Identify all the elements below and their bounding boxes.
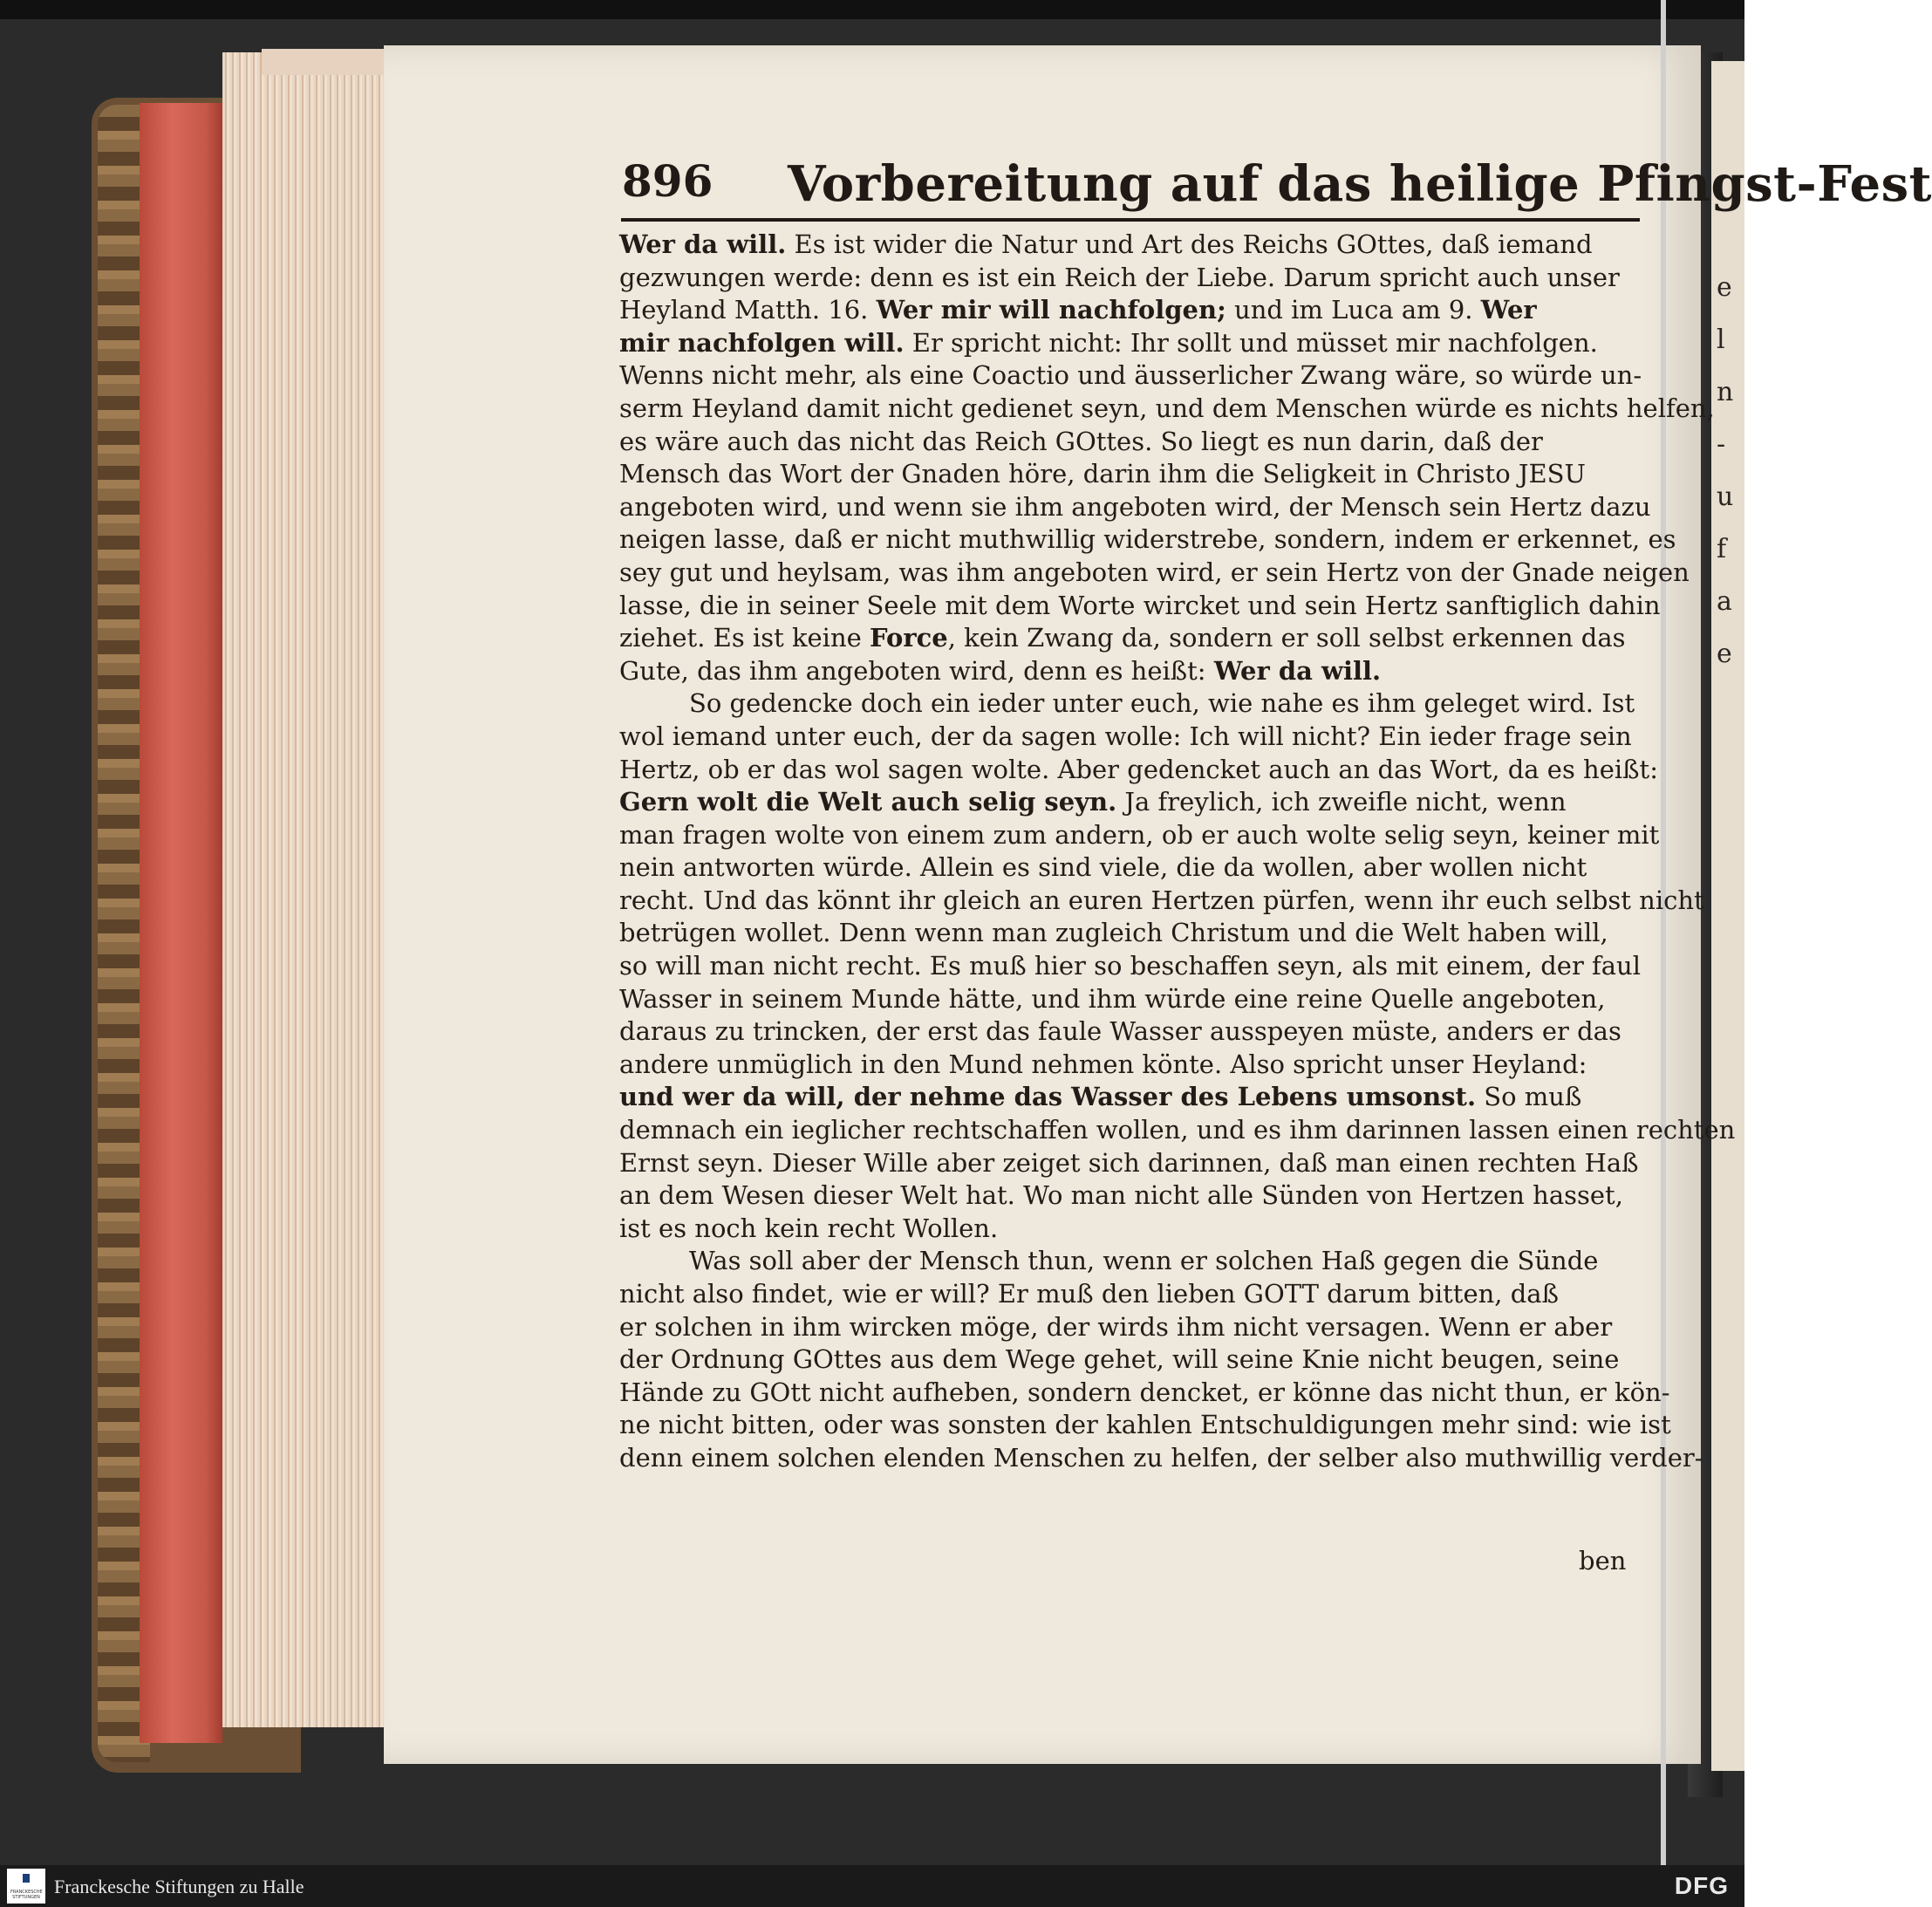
institution-logo[interactable]	[7, 1869, 45, 1904]
line-text: neigen lasse, daß er nicht muthwillig widerstrebe, sondern, indem er erkennet, es	[619, 524, 1676, 555]
emphasis-text: Wer mir will nachfolgen;	[876, 295, 1226, 325]
line-text: es wäre auch das nicht das Reich GOttes. So liegt es nun darin, daß der	[619, 426, 1543, 456]
text-line	[619, 327, 1644, 360]
text-line	[619, 851, 1644, 885]
line-text: Wasser in seinem Munde hätte, und ihm würde eine reine Quelle angeboten,	[619, 983, 1606, 1014]
line-text: Hertz, ob er das wol sagen wolte. Aber gedencket auch an das Wort, da es heißt:	[619, 754, 1658, 784]
line-text: Ernst seyn. Dieser Wille aber zeiget sich darinnen, daß man einen rechten Haß	[619, 1147, 1639, 1178]
line-text: er solchen in ihm wircken möge, der wirds ihm nicht versagen. Wenn er aber	[619, 1311, 1613, 1342]
facing-page-glyph: -	[1717, 429, 1726, 460]
text-line	[619, 1311, 1644, 1344]
text-line	[619, 1442, 1703, 1475]
line-text: nicht also findet, wie er will? Er muß den lieben GOTT darum bitten, daß	[619, 1279, 1559, 1309]
text-line	[619, 983, 1644, 1016]
line-text: ziehet. Es ist keine	[619, 623, 870, 653]
text-line	[619, 359, 1644, 393]
line-text: Es ist wider die Natur und Art des Reichs GOttes, daß iemand	[786, 229, 1593, 259]
catchword: ben	[1579, 1546, 1627, 1575]
viewer-footer	[0, 1865, 1744, 1907]
page-stack-top	[262, 49, 393, 75]
page-header	[622, 155, 1932, 225]
body-text	[619, 229, 1736, 1475]
facing-page-glyph: f	[1717, 534, 1727, 564]
emphasis-text: Wer da will.	[619, 229, 787, 259]
line-text: ist es noch kein recht Wollen.	[619, 1213, 999, 1243]
emphasis-text: Gern wolt die Welt auch selig seyn.	[619, 787, 1117, 817]
line-text: serm Heyland damit nicht gedienet seyn, und dem Menschen würde es nichts helfen,	[619, 393, 1715, 423]
line-text: Was soll aber der Mensch thun, wenn er solchen Haß gegen die Sünde	[689, 1246, 1599, 1276]
line-text: Wenns nicht mehr, als eine Coactio und äusserlicher Zwang wäre, so würde un-	[619, 360, 1642, 391]
text-line	[619, 655, 1644, 688]
text-line	[619, 458, 1644, 491]
emphasis-text: Force	[870, 623, 948, 653]
line-text: und im Luca am 9.	[1225, 295, 1481, 325]
line-text: nein antworten würde. Allein es sind viele, die da wollen, aber wollen nicht	[619, 852, 1587, 883]
logo-text: FRANCKESCHE STIFTUNGEN	[10, 1890, 43, 1900]
text-line	[619, 557, 1690, 590]
line-text: Gute, das ihm angeboten wird, denn es heißt:	[619, 655, 1214, 686]
running-title: Vorbereitung auf das heilige Pfingst-Fest	[788, 155, 1932, 213]
line-text: man fragen wolte von einem zum andern, ob er auch wolte selig seyn, keiner mit	[619, 819, 1660, 850]
facing-page-glyph: e	[1717, 272, 1732, 303]
text-line	[619, 1343, 1644, 1377]
line-text: Er spricht nicht: Ihr sollt und müsset mir nachfolgen.	[904, 327, 1598, 358]
page-number: 896	[622, 155, 713, 207]
line-text: gezwungen werde: denn es ist ein Reich der Liebe. Darum spricht auch unser	[619, 262, 1620, 292]
facing-page-text	[1717, 262, 1743, 680]
text-line	[619, 754, 1658, 787]
header-rule	[621, 218, 1640, 222]
text-line	[619, 590, 1661, 623]
text-line	[619, 721, 1644, 754]
line-text: der Ordnung GOttes aus dem Wege gehet, will seine Knie nicht beugen, seine	[619, 1344, 1620, 1375]
text-line	[619, 523, 1676, 557]
text-line	[619, 885, 1704, 918]
line-text: wol iemand unter euch, der da sagen wolle: Ich will nicht? Ein ieder frage sein	[619, 721, 1632, 751]
scan-top-strip	[0, 0, 1744, 19]
text-line	[619, 229, 1644, 262]
institution-name[interactable]: Franckesche Stiftungen zu Halle	[54, 1876, 304, 1897]
facing-page-glyph: a	[1717, 586, 1732, 617]
text-line	[619, 426, 1644, 459]
emphasis-text: und wer da will, der nehme das Wasser des Lebens umsonst.	[619, 1082, 1477, 1112]
line-text: so will man nicht recht. Es muß hier so beschaffen seyn, als mit einem, der faul	[619, 951, 1642, 981]
text-line	[619, 819, 1660, 852]
facing-page-glyph: e	[1717, 639, 1732, 669]
emphasis-text: Wer	[1480, 295, 1537, 325]
text-line	[619, 1245, 1644, 1278]
line-text: recht. Und das könnt ihr gleich an euren Hertzen pürfen, wenn ihr euch selbst nicht	[619, 885, 1704, 915]
line-text: andere unmüglich in den Mund nehmen könte. Also spricht unser Heyland:	[619, 1049, 1587, 1079]
line-text: Heyland Matth. 16.	[619, 295, 877, 325]
text-line	[619, 1179, 1644, 1213]
line-text: angeboten wird, und wenn sie ihm angeboten wird, der Mensch sein Hertz dazu	[619, 491, 1651, 522]
line-text: ne nicht bitten, oder was sonsten der kahlen Entschuldigungen mehr sind: wie ist	[619, 1410, 1671, 1440]
text-line	[619, 294, 1644, 327]
text-line	[619, 1278, 1644, 1311]
line-text: Mensch das Wort der Gnaden höre, darin ihm die Seligkeit in Christo JESU	[619, 459, 1586, 489]
text-line	[619, 491, 1651, 524]
line-text: demnach ein ieglicher rechtschaffen wollen, und es ihm darinnen lassen einen rechten	[619, 1115, 1736, 1145]
text-line	[619, 1409, 1671, 1442]
text-line	[619, 687, 1644, 721]
text-line	[619, 917, 1644, 950]
red-page-edge	[140, 103, 222, 1743]
scan-clip-bar	[1661, 0, 1666, 1865]
line-text: lasse, die in seiner Seele mit dem Worte wircket und sein Hertz sanftiglich dahin	[619, 590, 1661, 620]
line-text: an dem Wesen dieser Welt hat. Wo man nicht alle Sünden von Hertzen hasset,	[619, 1180, 1623, 1211]
line-text: Ja freylich, ich zweifle nicht, wenn	[1116, 787, 1567, 817]
text-line	[619, 1213, 1644, 1246]
text-line	[619, 622, 1644, 655]
text-line	[619, 1147, 1644, 1180]
facing-page-glyph: l	[1717, 325, 1725, 355]
line-text: , kein Zwang da, sondern er soll selbst erkennen das	[947, 623, 1626, 653]
text-line	[619, 262, 1644, 295]
line-text: So muß	[1476, 1082, 1582, 1112]
text-line	[619, 1377, 1670, 1410]
line-text: Hände zu GOtt nicht aufheben, sondern dencket, er könne das nicht thun, er kön-	[619, 1377, 1670, 1407]
line-text: sey gut und heylsam, was ihm angeboten wird, er sein Hertz von der Gnade neigen	[619, 557, 1690, 587]
dfg-logo[interactable]: DFG	[1674, 1872, 1729, 1899]
facing-page-glyph: n	[1717, 377, 1734, 407]
emphasis-text: mir nachfolgen will.	[619, 327, 905, 358]
text-line	[619, 1015, 1644, 1049]
text-line	[619, 1114, 1736, 1147]
line-text: So gedencke doch ein ieder unter euch, wie nahe es ihm geleget wird. Ist	[689, 688, 1635, 719]
text-line	[619, 1081, 1644, 1114]
emphasis-text: Wer da will.	[1213, 655, 1382, 686]
line-text: denn einem solchen elenden Menschen zu helfen, der selber also muthwillig verder-	[619, 1442, 1703, 1473]
facing-page-glyph: u	[1717, 482, 1734, 512]
line-text: daraus zu trincken, der erst das faule Wasser ausspeyen müste, anders er das	[619, 1016, 1621, 1047]
page-stack	[222, 52, 388, 1727]
text-line	[619, 950, 1644, 983]
orphanage-icon	[23, 1874, 30, 1883]
text-line	[619, 393, 1715, 426]
text-line	[619, 1049, 1644, 1082]
text-line	[619, 786, 1644, 819]
line-text: betrügen wollet. Denn wenn man zugleich Christum und die Welt haben will,	[619, 918, 1608, 948]
